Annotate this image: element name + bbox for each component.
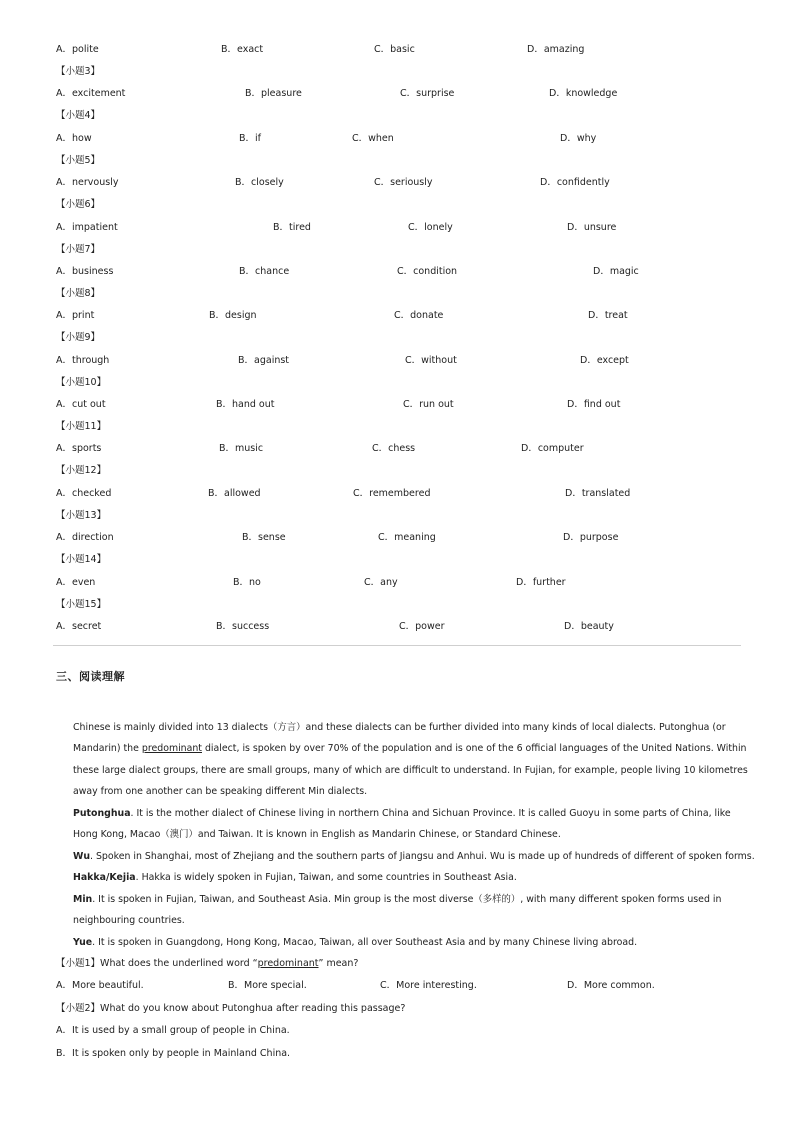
- option-b: B．sense: [242, 532, 286, 543]
- question-label: 【小题1】: [56, 958, 101, 969]
- option-a: A．impatient: [56, 222, 118, 233]
- dialect-name: Wu: [73, 851, 91, 862]
- option-c: C．condition: [397, 266, 458, 277]
- question-text: ” mean?: [318, 958, 359, 969]
- option-b: B．It is spoken only by people in Mainland China.: [56, 1048, 291, 1059]
- option-c: C．More interesting.: [380, 980, 477, 991]
- option-a: A．nervously: [56, 177, 119, 188]
- option-row: [0, 442, 794, 456]
- dialect-description: . Hakka is widely spoken in Fujian, Taiwan, and some countries in Southeast Asia.: [135, 872, 517, 883]
- question-text: What does the underlined word “: [100, 958, 258, 969]
- dialect-description: . It is spoken in Fujian, Taiwan, and Southeast Asia. Min group is the most diverse（多样的）, with many different spoken forms used in neighbouring countries.: [73, 894, 722, 927]
- reading-question-2: [56, 1002, 405, 1016]
- option-a: A．even: [56, 577, 96, 588]
- option-d: D．translated: [565, 488, 631, 499]
- option-c: C．donate: [394, 310, 444, 321]
- option-row: [0, 620, 794, 634]
- question-label: 【小题9】: [56, 332, 101, 343]
- question-label: 【小题3】: [56, 66, 101, 77]
- passage-hakka: [56, 867, 757, 888]
- option-c: C．basic: [374, 44, 415, 55]
- question-label: 【小题5】: [56, 155, 101, 166]
- underlined-word: predominant: [257, 958, 319, 969]
- option-row: [0, 309, 794, 323]
- reading-question-1: [56, 957, 358, 971]
- option-b: B．hand out: [216, 399, 275, 410]
- option-row: [0, 576, 794, 590]
- option-c: C．remembered: [353, 488, 431, 499]
- dialect-name: Min: [73, 894, 93, 905]
- intro-text: Chinese is mainly divided into 13 dialects（方言）and these dialects can be further divided into many kinds of local dialects. Putonghua (or Mandarin) the: [73, 722, 726, 755]
- option-b: B．no: [233, 577, 261, 588]
- option-b: B．design: [209, 310, 257, 321]
- question-label: 【小题7】: [56, 244, 101, 255]
- option-row: [0, 979, 794, 993]
- option-c: C．lonely: [408, 222, 453, 233]
- option-d: D．magic: [593, 266, 639, 277]
- option-c: C．seriously: [374, 177, 433, 188]
- dialect-description: . It is spoken in Guangdong, Hong Kong, Macao, Taiwan, all over Southeast Asia and by many Chinese living abroad.: [92, 937, 638, 948]
- option-a: A．More beautiful.: [56, 980, 144, 991]
- option-row: [0, 43, 794, 57]
- question-text: What do you know about Putonghua after reading this passage?: [100, 1003, 406, 1014]
- passage-intro: [56, 717, 757, 802]
- option-a: A．how: [56, 133, 92, 144]
- option-d: D．unsure: [567, 222, 617, 233]
- dialect-description: . It is the mother dialect of Chinese living in northern China and Sichuan Province. It is called Guoyu in some parts of China, like Hong Kong, Macao（澳门）and Taiwan. It is known in English as Mandarin Chinese, or Standard Chinese.: [73, 808, 731, 841]
- option-b: B．chance: [239, 266, 290, 277]
- option-c: C．without: [405, 355, 457, 366]
- option-c: C．surprise: [400, 88, 455, 99]
- option-c: C．chess: [372, 443, 416, 454]
- option-d: D．why: [560, 133, 597, 144]
- section-title: 三、阅读理解: [56, 670, 125, 683]
- question-label: 【小题2】: [56, 1003, 101, 1014]
- option-b: B．against: [238, 355, 290, 366]
- dialect-name: Putonghua: [73, 808, 131, 819]
- passage-min: [56, 889, 757, 932]
- option-d: D．beauty: [564, 621, 614, 632]
- option-a: A．excitement: [56, 88, 126, 99]
- question-label: 【小题14】: [56, 554, 107, 565]
- option-a: A．print: [56, 310, 95, 321]
- option-b: B．music: [219, 443, 264, 454]
- option-c: C．run out: [403, 399, 454, 410]
- dialect-name: Yue: [73, 937, 93, 948]
- option-row: [0, 87, 794, 101]
- option-b: B．exact: [221, 44, 264, 55]
- option-a: A．business: [56, 266, 114, 277]
- question-label: 【小题12】: [56, 465, 107, 476]
- option-a: A．checked: [56, 488, 112, 499]
- option-d: D．except: [580, 355, 629, 366]
- option-b: B．closely: [235, 177, 284, 188]
- option-c: C．meaning: [378, 532, 436, 543]
- option-d: D．amazing: [527, 44, 585, 55]
- option-b: B．tired: [273, 222, 311, 233]
- option-c: C．power: [399, 621, 445, 632]
- option-c: C．any: [364, 577, 398, 588]
- option-d: D．treat: [588, 310, 628, 321]
- option-row: [0, 176, 794, 190]
- option-d: D．further: [516, 577, 566, 588]
- option-a: A．direction: [56, 532, 114, 543]
- option-b: B．success: [216, 621, 270, 632]
- option-row: [0, 487, 794, 501]
- option-row: [0, 354, 794, 368]
- option-a: A．secret: [56, 621, 102, 632]
- option-c: C．when: [352, 133, 394, 144]
- option-a: A．through: [56, 355, 110, 366]
- underlined-word: predominant: [141, 743, 202, 755]
- option-d: D．computer: [521, 443, 584, 454]
- option-row: [0, 265, 794, 279]
- question-label: 【小题4】: [56, 110, 101, 121]
- question-label: 【小题13】: [56, 510, 107, 521]
- dialect-description: . Spoken in Shanghai, most of Zhejiang and the southern parts of Jiangsu and Anhui. Wu is made up of hundreds of different of spoken forms.: [90, 851, 755, 862]
- question-label: 【小题10】: [56, 377, 107, 388]
- option-d: D．find out: [567, 399, 621, 410]
- question-label: 【小题15】: [56, 599, 107, 610]
- option-d: D．knowledge: [549, 88, 618, 99]
- passage-yue: [56, 932, 757, 953]
- option-a: A．sports: [56, 443, 102, 454]
- option-b: B．if: [239, 133, 262, 144]
- passage-putonghua: [56, 803, 757, 846]
- intro-text: dialect, is spoken by over 70% of the population and is one of the 6 official languages of the United Nations. Within these large dialect groups, there are small groups, many of which are difficult to understand. In Fujian, for example, people living 10 kilometres away from one another can be speaking different Min dialects.: [73, 743, 748, 797]
- question-label: 【小题6】: [56, 199, 101, 210]
- option-row: [0, 221, 794, 235]
- option-row: [0, 398, 794, 412]
- question-label: 【小题8】: [56, 288, 101, 299]
- option-d: D．confidently: [540, 177, 610, 188]
- option-a: A．cut out: [56, 399, 106, 410]
- option-b: B．allowed: [208, 488, 261, 499]
- option-b: B．pleasure: [245, 88, 302, 99]
- option-a: A．It is used by a small group of people in China.: [56, 1025, 290, 1036]
- question-label: 【小题11】: [56, 421, 107, 432]
- option-a: A．polite: [56, 44, 99, 55]
- passage-wu: [56, 846, 757, 867]
- option-d: D．purpose: [563, 532, 619, 543]
- option-d: D．More common.: [567, 980, 655, 991]
- option-row: [0, 531, 794, 545]
- option-b: B．More special.: [228, 980, 307, 991]
- section-divider: [53, 645, 741, 646]
- dialect-name: Hakka/Kejia: [73, 872, 136, 883]
- option-row: [0, 132, 794, 146]
